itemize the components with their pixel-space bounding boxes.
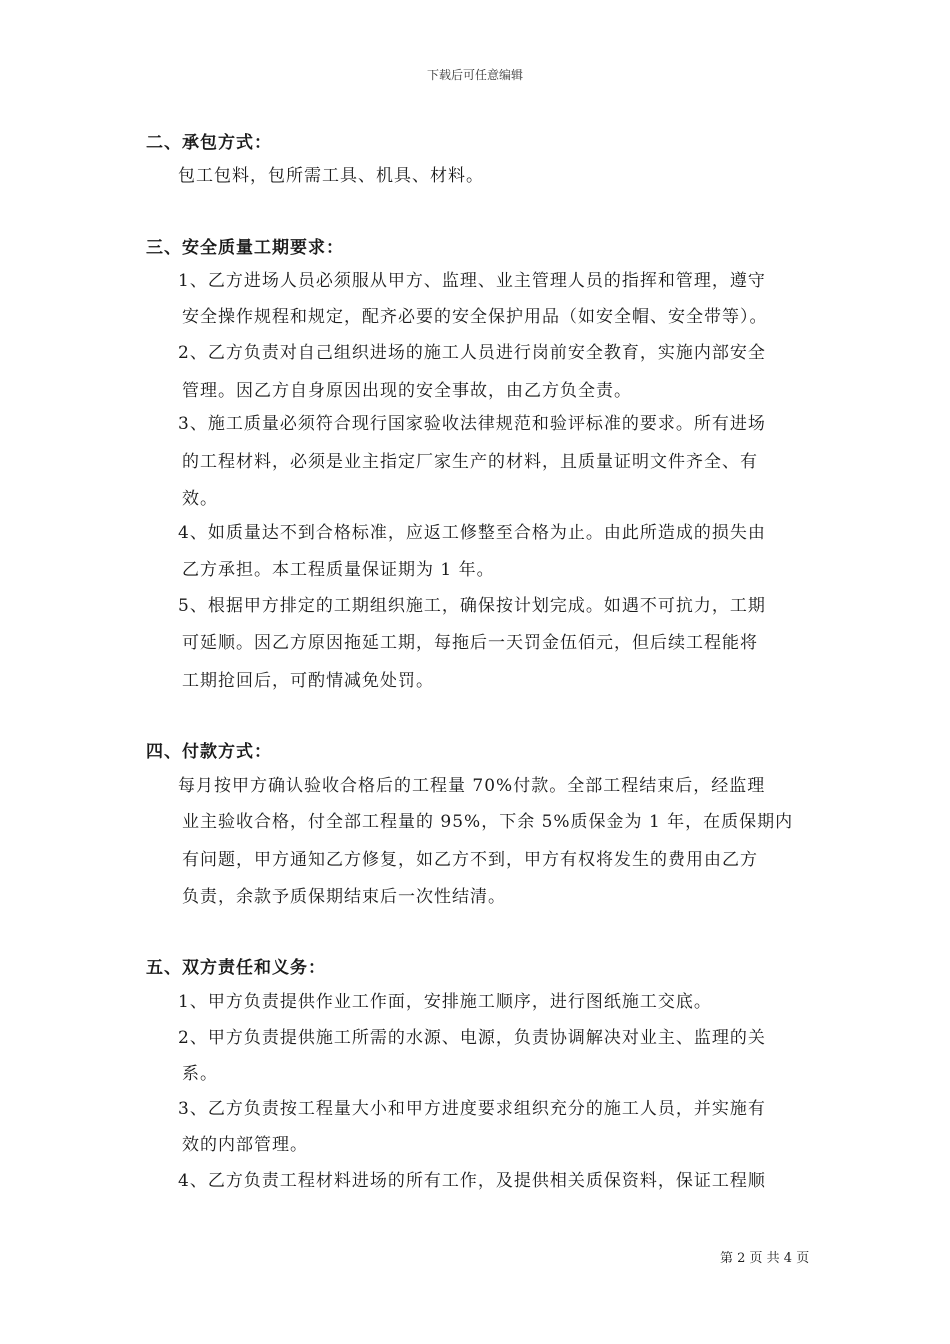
- paragraph-line: 有问题，甲方通知乙方修复，如乙方不到，甲方有权将发生的费用由乙方: [182, 850, 758, 870]
- paragraph-line: 负责，余款予质保期结束后一次性结清。: [182, 887, 506, 907]
- paragraph-line: 每月按甲方确认验收合格后的工程量 70%付款。全部工程结束后，经监理: [178, 776, 766, 796]
- paragraph-line: 2、甲方负责提供施工所需的水源、电源，负责协调解决对业主、监理的关: [178, 1028, 766, 1048]
- paragraph-line: 工期抢回后，可酌情减免处罚。: [182, 671, 434, 691]
- paragraph-line: 效。: [182, 489, 218, 509]
- paragraph-line: 效的内部管理。: [182, 1135, 308, 1155]
- paragraph-line: 系。: [182, 1064, 218, 1084]
- paragraph-line: 2、乙方负责对自己组织进场的施工人员进行岗前安全教育，实施内部安全: [178, 343, 766, 363]
- paragraph-line: 3、乙方负责按工程量大小和甲方进度要求组织充分的施工人员，并实施有: [178, 1099, 766, 1119]
- paragraph-line: 安全操作规程和规定，配齐必要的安全保护用品（如安全帽、安全带等）。: [182, 307, 768, 327]
- paragraph-line: 1、甲方负责提供作业工作面，安排施工顺序，进行图纸施工交底。: [178, 992, 712, 1012]
- paragraph-line: 4、乙方负责工程材料进场的所有工作，及提供相关质保资料，保证工程顺: [178, 1171, 766, 1191]
- paragraph-line: 的工程材料，必须是业主指定厂家生产的材料，且质量证明文件齐全、有: [182, 452, 758, 472]
- header-note: 下载后可任意编辑: [426, 68, 523, 82]
- section-title-payment: 四、付款方式：: [146, 742, 272, 762]
- paragraph-line: 4、如质量达不到合格标准，应返工修整至合格为止。由此所造成的损失由: [178, 523, 766, 543]
- paragraph-line: 5、根据甲方排定的工期组织施工，确保按计划完成。如遇不可抗力，工期: [178, 596, 766, 616]
- paragraph-line: 1、乙方进场人员必须服从甲方、监理、业主管理人员的指挥和管理，遵守: [178, 271, 766, 291]
- section-title-responsibilities: 五、双方责任和义务：: [146, 958, 326, 978]
- section-title-safety-quality-schedule: 三、安全质量工期要求：: [146, 238, 344, 258]
- page-number-footer: 第 2 页 共 4 页: [720, 1251, 810, 1266]
- paragraph-line: 管理。因乙方自身原因出现的安全事故，由乙方负全责。: [182, 381, 632, 401]
- paragraph-line: 乙方承担。本工程质量保证期为 1 年。: [182, 560, 495, 580]
- paragraph-line: 业主验收合格，付全部工程量的 95%，下余 5%质保金为 1 年，在质保期内: [182, 812, 794, 832]
- paragraph-line: 包工包料，包所需工具、机具、材料。: [178, 166, 484, 186]
- section-title-contract-mode: 二、承包方式：: [146, 133, 272, 153]
- paragraph-line: 3、施工质量必须符合现行国家验收法律规范和验评标准的要求。所有进场: [178, 414, 766, 434]
- paragraph-line: 可延顺。因乙方原因拖延工期，每拖后一天罚金伍佰元，但后续工程能将: [182, 633, 758, 653]
